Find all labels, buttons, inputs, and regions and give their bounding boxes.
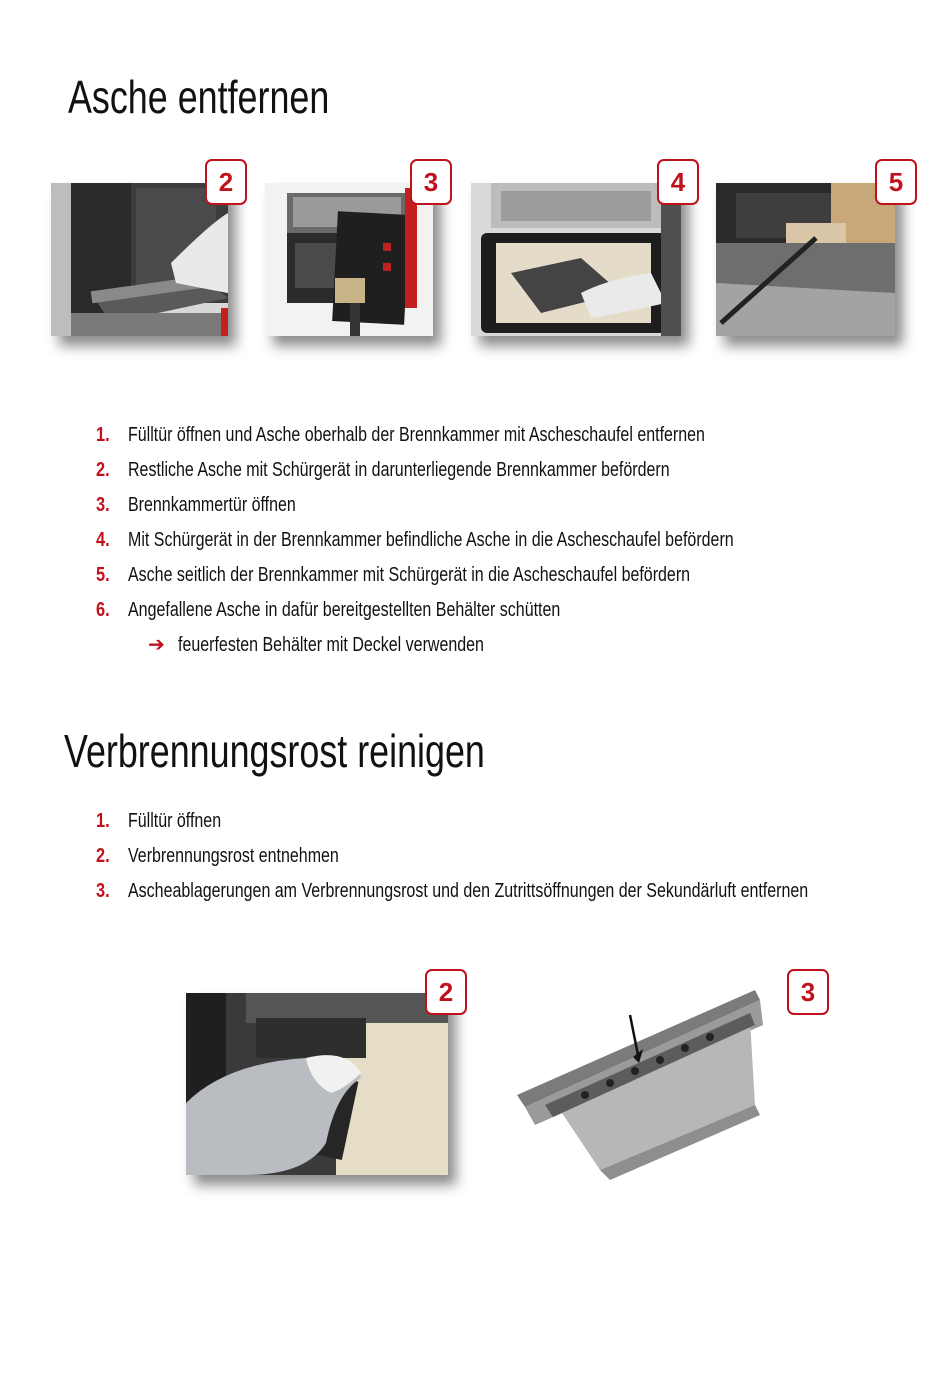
badge-step-3: 3 [410,159,452,205]
step-text: Restliche Asche mit Schürgerät in darunterliegende Brennkammer befördern [128,459,670,481]
list-item [96,874,936,909]
step-text: Asche seitlich der Brennkammer mit Schürgerät in die Ascheschaufel befördern [128,564,691,586]
step-number: 3. [96,880,110,902]
photo-step-4-ascheschaufel [471,183,681,336]
badge-step-2: 2 [205,159,247,205]
step-number: 1. [96,424,110,446]
badge-rost-3: 3 [787,969,829,1015]
photo-step-3-brennkammertuer [265,183,433,336]
step-number: 1. [96,810,110,832]
photo-step-2-fuelltuer [51,183,228,336]
step-number: 5. [96,564,110,586]
list-item [96,593,916,628]
badge-step-4: 4 [657,159,699,205]
list-item [96,488,916,523]
step-note [148,628,848,663]
step-number: 2. [96,845,110,867]
step-text: Verbrennungsrost entnehmen [128,845,339,867]
list-item [96,523,916,558]
arrow-right-icon: ➔ [148,634,165,656]
list-item [96,804,936,839]
step-text: Fülltür öffnen [128,810,222,832]
step-text: Ascheablagerungen am Verbrennungsrost und den Zutrittsöffnungen der Sekundärluft entfernen [128,880,809,902]
photo-verbrennungsrost [505,985,770,1180]
step-text: Brennkammertür öffnen [128,494,296,516]
badge-rost-2: 2 [425,969,467,1015]
step-number: 2. [96,459,110,481]
list-item [96,453,916,488]
step-list-asche-entfernen [96,418,916,628]
note-text: feuerfesten Behälter mit Deckel verwenden [178,634,484,656]
step-number: 3. [96,494,110,516]
step-number: 4. [96,529,110,551]
list-item [96,839,936,874]
photo-step-5-schuergeraet [716,183,895,336]
step-text: Angefallene Asche in dafür bereitgestellten Behälter schütten [128,599,561,621]
step-list-verbrennungsrost [96,804,936,909]
step-text: Mit Schürgerät in der Brennkammer befindliche Asche in die Ascheschaufel befördern [128,529,734,551]
section-title-verbrennungsrost-reinigen: Verbrennungsrost reinigen [64,725,485,777]
list-item [96,418,916,453]
list-item [96,558,916,593]
photo-rost-entnehmen [186,993,448,1175]
badge-step-5: 5 [875,159,917,205]
section-title-asche-entfernen: Asche entfernen [68,71,330,123]
step-number: 6. [96,599,110,621]
step-text: Fülltür öffnen und Asche oberhalb der Brennkammer mit Ascheschaufel entfernen [128,424,705,446]
